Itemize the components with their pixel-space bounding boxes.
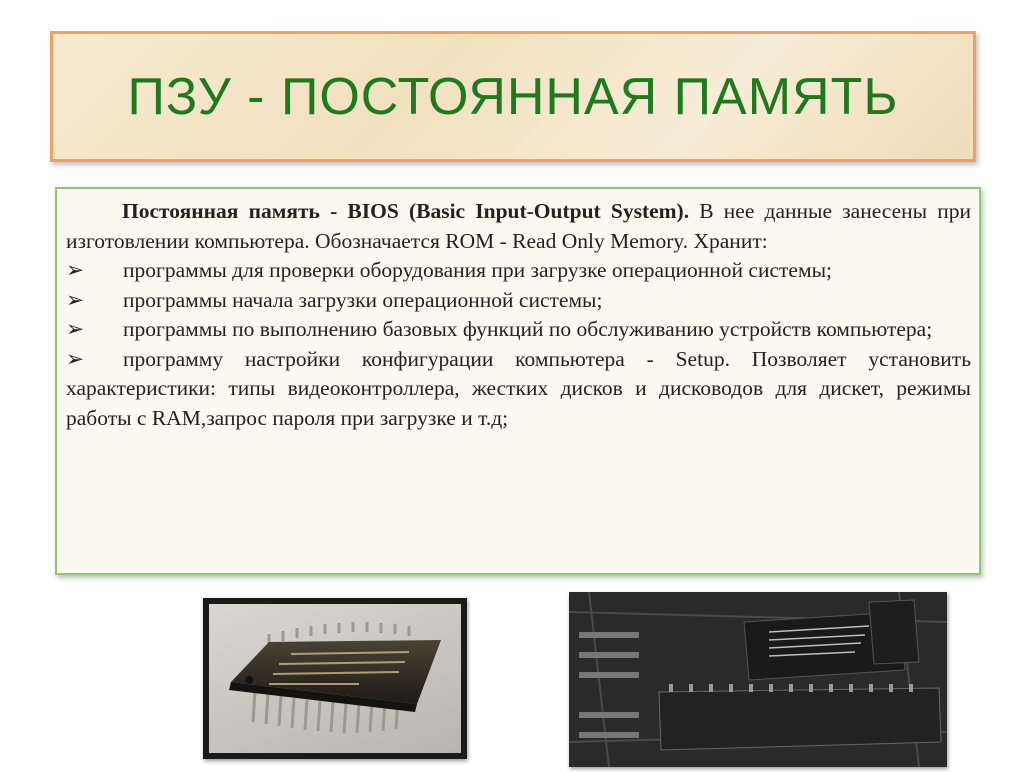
- bullet-item: [66, 286, 971, 316]
- intro-bold-text: Постоянная память - BIOS (Basic Input-Output System).: [122, 199, 690, 223]
- intro-paragraph: [66, 197, 971, 256]
- rom-chip-photo: [203, 598, 467, 759]
- slide-title: ПЗУ - ПОСТОЯННАЯ ПАМЯТЬ: [127, 67, 899, 126]
- bullet-text: программу настройки конфигурации компьютера - Setup. Позволяет установить характеристики: типы видеоконтроллера, жестких дисков и дисководов для дискет, режимы работы с RAM,запрос пароля при загрузке и т.д;: [66, 346, 971, 430]
- arrow-bullet-icon: ➢: [66, 258, 85, 282]
- bullet-text: программы для проверки оборудования при загрузке операционной системы;: [123, 258, 832, 282]
- bullet-item: [66, 315, 971, 345]
- bullet-text: программы по выполнению базовых функций по обслуживанию устройств компьютера;: [123, 317, 933, 341]
- arrow-bullet-icon: ➢: [66, 317, 85, 341]
- arrow-bullet-icon: ➢: [66, 287, 85, 312]
- arrow-bullet-icon: ➢: [66, 346, 85, 371]
- intro-text: В нее данные занесены при изготовлении компьютера. Обозначается ROM - Read Only Memory. Хранит:: [66, 199, 971, 253]
- bullet-item: [66, 256, 971, 286]
- dip-chip-image: [209, 604, 461, 753]
- bullet-text: программы начала загрузки операционной системы;: [123, 287, 603, 312]
- title-banner: [50, 31, 976, 162]
- content-box: [55, 187, 981, 575]
- motherboard-image: [569, 592, 947, 767]
- motherboard-photo: [569, 592, 947, 767]
- bullet-item: [66, 345, 971, 434]
